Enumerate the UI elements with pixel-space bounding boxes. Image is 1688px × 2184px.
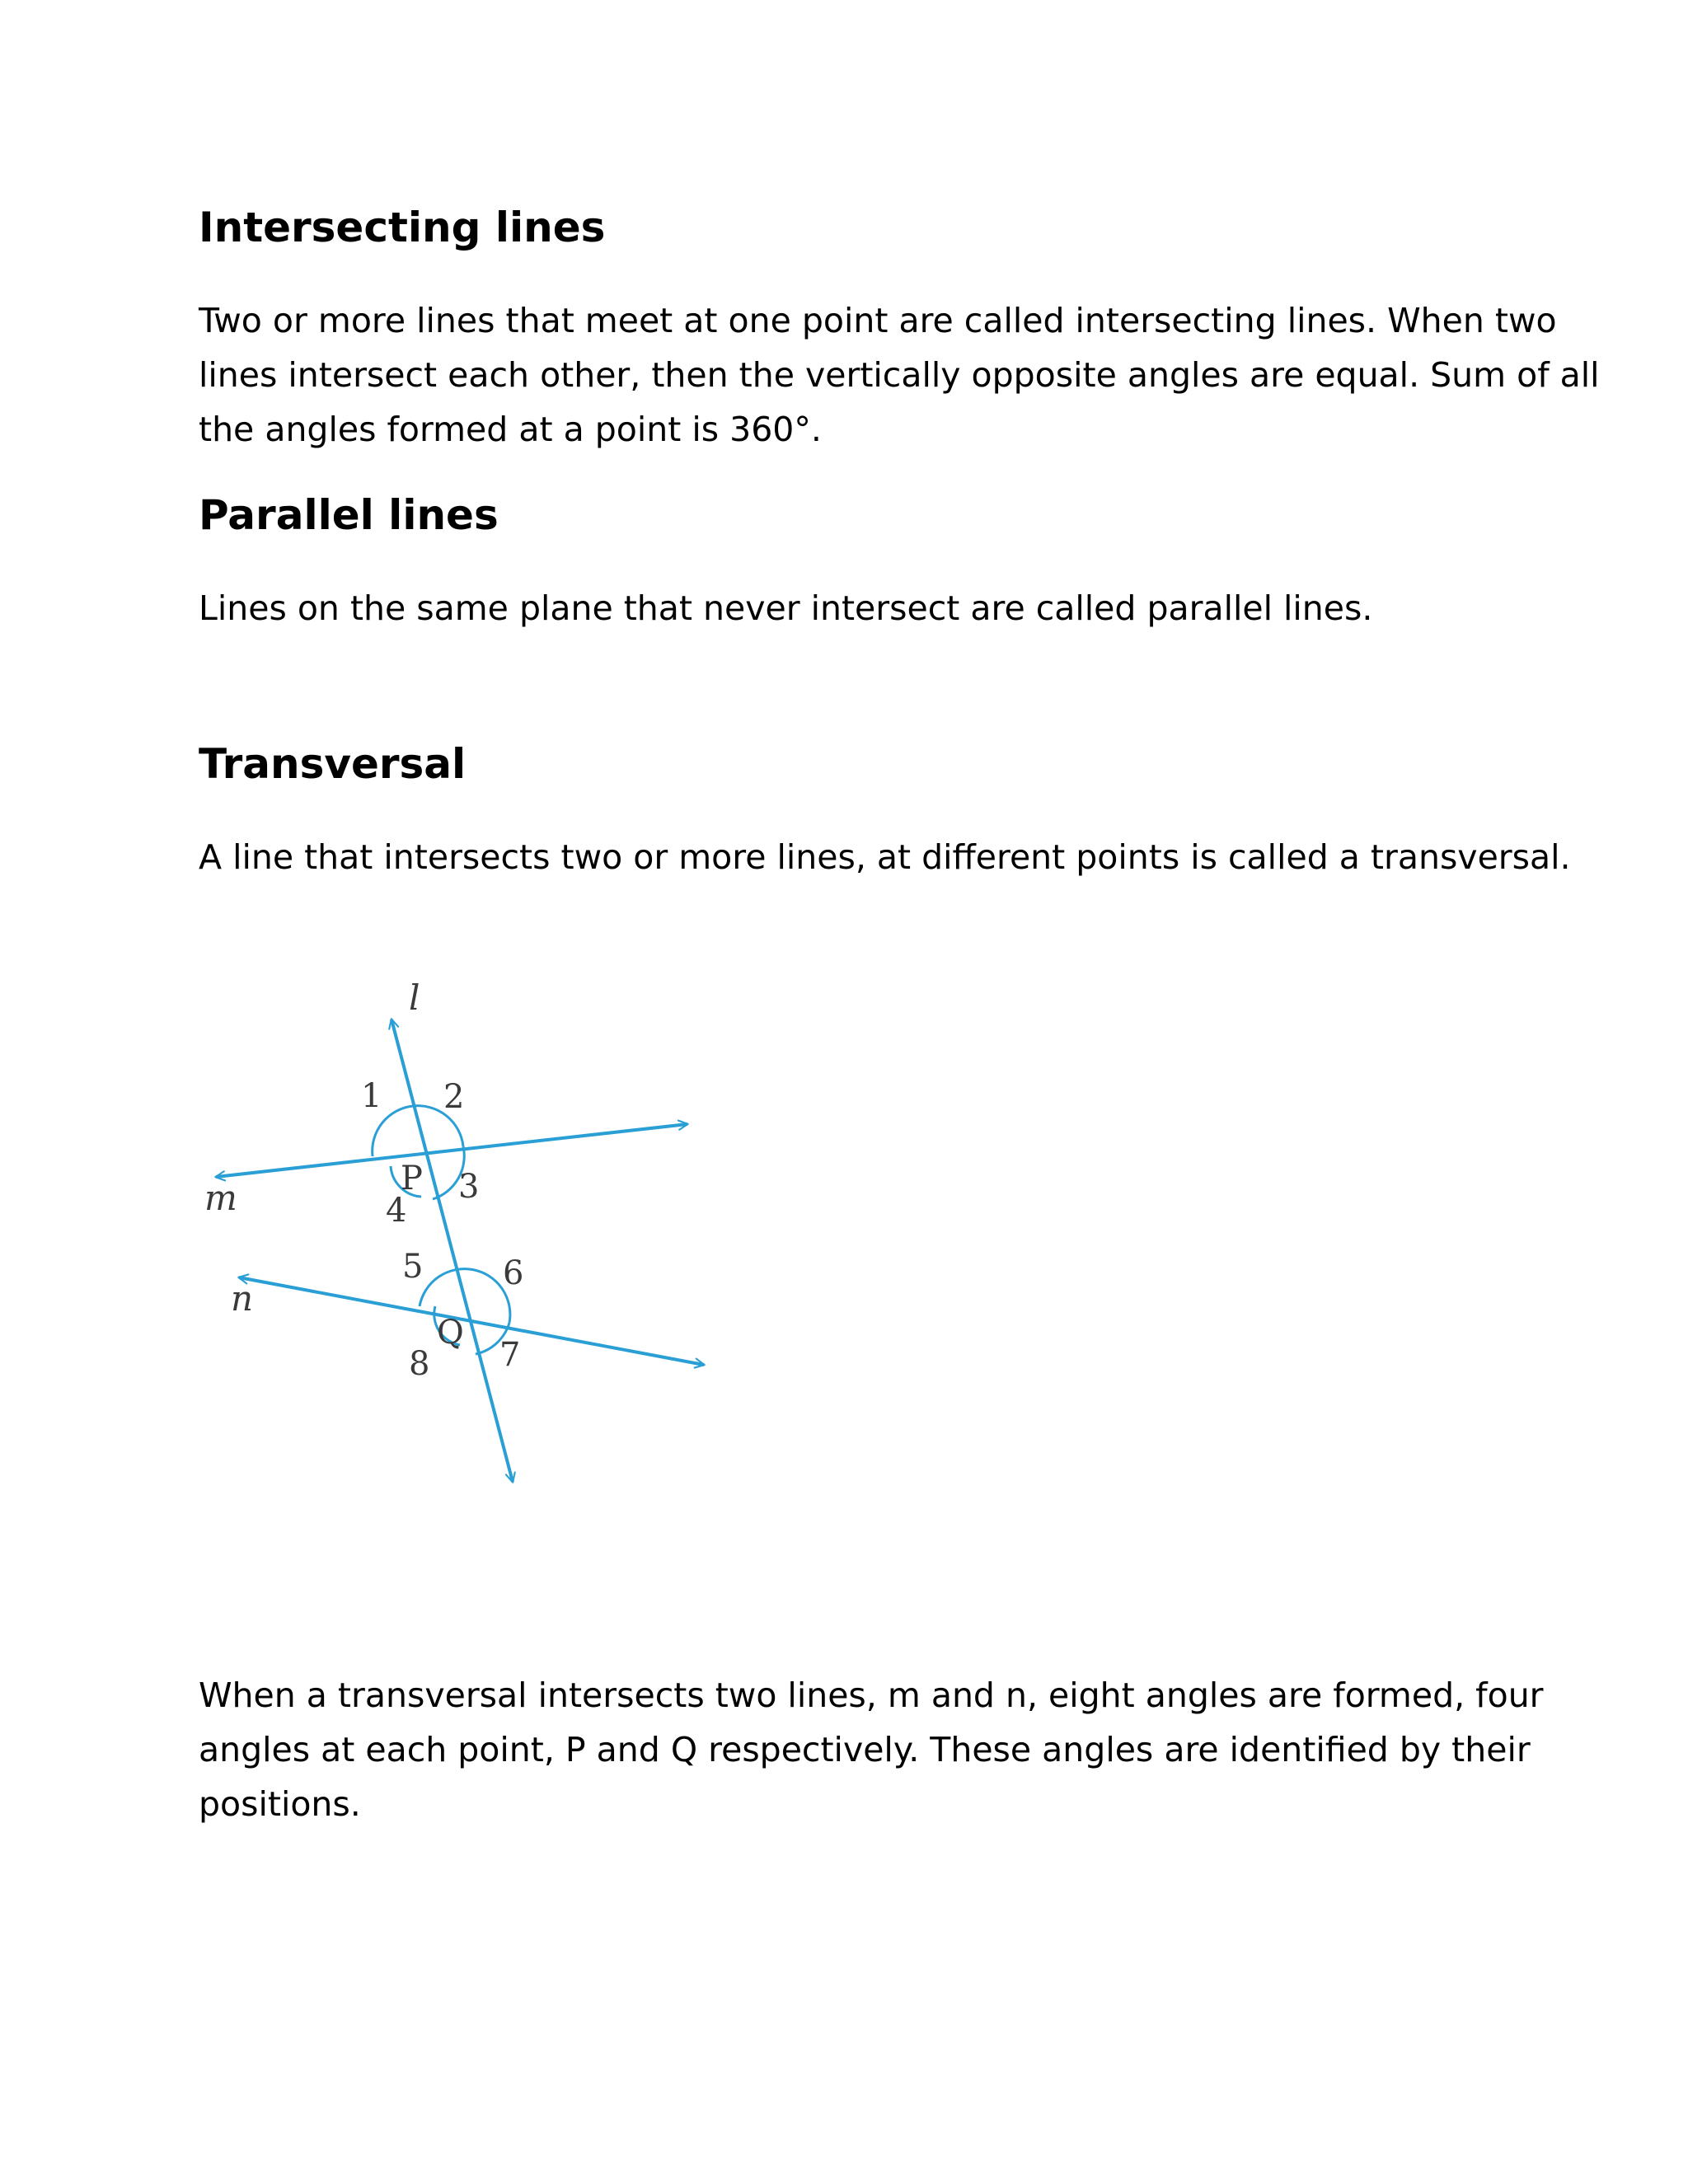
label-line-n: n	[231, 1278, 254, 1319]
text-line: angles at each point, P and Q respectively. These angles are identified by their	[199, 1730, 1531, 1769]
angle-label-6: 6	[503, 1254, 524, 1292]
paragraph-parallel-lines	[199, 581, 1534, 635]
transversal-diagram	[181, 977, 758, 1521]
label-line-l: l	[409, 977, 420, 1018]
label-line-m: m	[204, 1178, 237, 1218]
text-line: When a transversal intersects two lines, m and n, eight angles are formed, four	[199, 1675, 1544, 1715]
text-line: Lines on the same plane that never intersect are called parallel lines.	[199, 588, 1373, 628]
angle-label-3: 3	[458, 1168, 480, 1206]
heading-intersecting-lines: Intersecting lines	[199, 204, 606, 251]
line-m	[216, 1124, 687, 1177]
angle-label-1: 1	[361, 1077, 382, 1115]
transversal-diagram-svg	[181, 977, 758, 1521]
paragraph-transversal-angles	[199, 1668, 1544, 1831]
paragraph-transversal	[199, 830, 1571, 884]
text-line: positions.	[199, 1784, 361, 1824]
label-point-p: P	[401, 1160, 423, 1197]
angle-label-2: 2	[443, 1078, 465, 1116]
heading-parallel-lines: Parallel lines	[199, 491, 499, 539]
paragraph-intersecting-lines	[199, 293, 1600, 457]
angle-label-7: 7	[499, 1336, 521, 1374]
text-line: Two or more lines that meet at one point are called intersecting lines. When two	[199, 301, 1557, 340]
angle-label-4: 4	[386, 1192, 407, 1230]
label-point-q: Q	[437, 1314, 464, 1352]
text-line: lines intersect each other, then the vertically opposite angles are equal. Sum of all	[199, 355, 1600, 395]
line-n	[239, 1277, 704, 1365]
text-line: A line that intersects two or more lines, at different points is called a transversal.	[199, 837, 1571, 877]
heading-transversal: Transversal	[199, 740, 467, 788]
angle-label-5: 5	[402, 1248, 424, 1286]
angle-label-8: 8	[409, 1345, 430, 1383]
text-line: the angles formed at a point is 360°.	[199, 410, 822, 449]
